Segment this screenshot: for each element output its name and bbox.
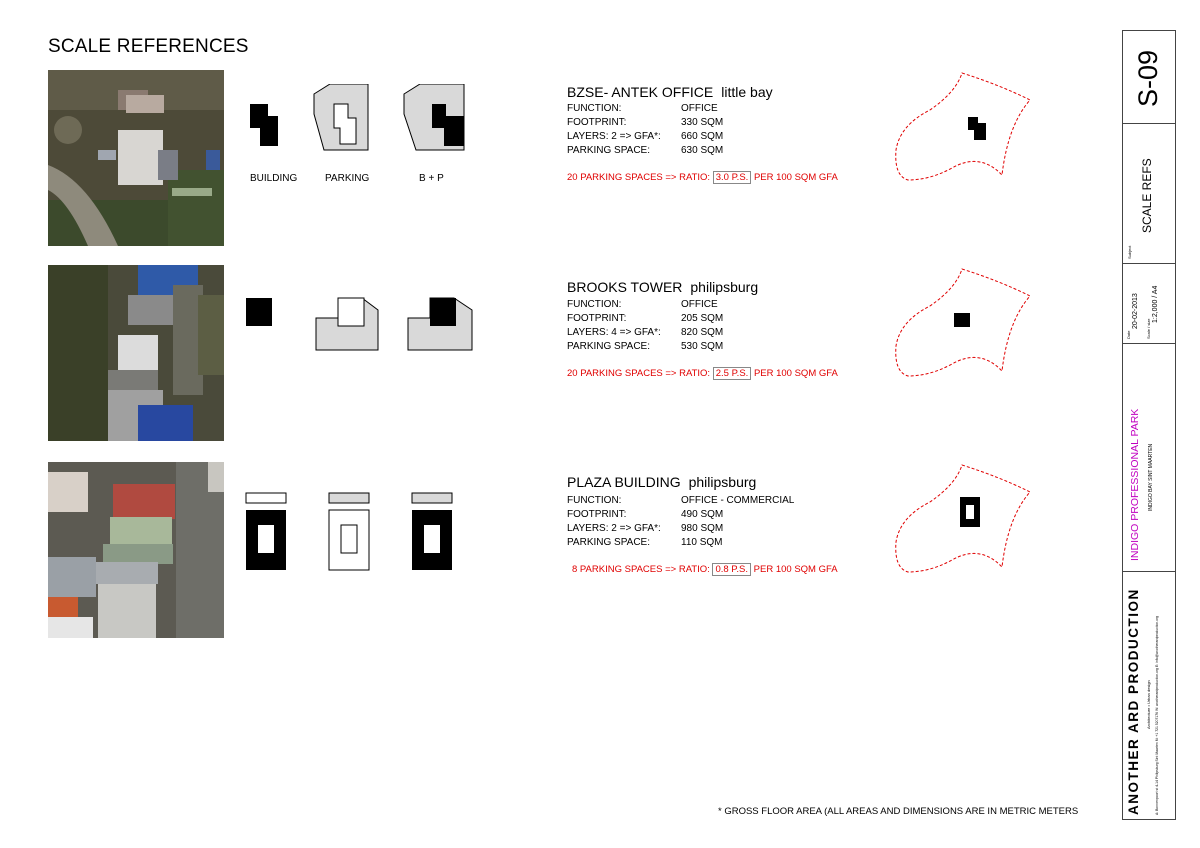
project-name: PLAZA BUILDING <box>567 474 681 490</box>
parking-label: PARKING SPACE: <box>567 537 650 548</box>
ratio-suffix: PER 100 SQM GFA <box>753 368 838 379</box>
gfa-value: 660 SQM <box>681 131 724 142</box>
scale-label: Scale / size <box>1146 318 1151 339</box>
function-value: OFFICE <box>681 299 718 310</box>
legend-parking-label: PARKING <box>325 173 370 184</box>
project-info-table <box>567 298 827 358</box>
layers-label: LAYERS: 2 => GFA*: <box>567 131 661 142</box>
firm-tagline: Architecture • Urban design <box>1146 680 1151 729</box>
parking-value: 630 SQM <box>681 145 724 156</box>
sheet-title: SCALE REFS <box>1140 158 1154 233</box>
firm-cell <box>1123 571 1175 819</box>
diagram-row-plaza <box>240 490 480 572</box>
site-outline-plaza <box>890 462 1040 582</box>
aerial-photo-plaza <box>48 462 224 638</box>
project-info-table <box>567 102 827 162</box>
sheet-title-cell <box>1123 123 1175 264</box>
project-info-table <box>567 494 827 554</box>
ratio-value: 2.5 P.S. <box>713 367 752 380</box>
footprint-label: FOOTPRINT: <box>567 313 627 324</box>
project-name-vertical: INDIGO PROFESSIONAL PARK <box>1129 408 1141 561</box>
function-label: FUNCTION: <box>567 495 622 506</box>
date-label: Date <box>1126 330 1131 339</box>
function-label: FUNCTION: <box>567 299 622 310</box>
page-title: SCALE REFERENCES <box>48 36 249 57</box>
project-location: philipsburg <box>688 474 757 490</box>
diagram-row-antek <box>240 84 480 154</box>
building-location-marker <box>954 313 970 327</box>
parking-value: 110 SQM <box>681 537 723 548</box>
ratio-prefix: 20 PARKING SPACES => RATIO: <box>567 368 711 379</box>
building-footprint-shape <box>246 298 272 326</box>
project-name: BROOKS TOWER <box>567 279 683 295</box>
ratio-suffix: PER 100 SQM GFA <box>753 172 838 183</box>
aerial-photo-antek <box>48 70 224 246</box>
footprint-label: FOOTPRINT: <box>567 509 627 520</box>
site-outline-brooks <box>890 266 1040 386</box>
project-location-vertical: INDIGO BAY SINT MAARTEN <box>1148 443 1154 511</box>
project-location: little bay <box>721 84 773 100</box>
firm-address: A: Bonnenpoort st 4-14 Philipsburg Sint Maarten M: +1 721 5207176 W: anotherardproduction.org E: info@anotherardproduction.org <box>1155 615 1159 815</box>
title-block <box>1122 30 1176 820</box>
function-label: FUNCTION: <box>567 103 622 114</box>
site-outline-antek <box>890 70 1040 190</box>
project-name: BZSE- ANTEK OFFICE <box>567 84 714 100</box>
ratio-suffix: PER 100 SQM GFA <box>753 564 838 575</box>
diagram-row-brooks <box>240 294 480 358</box>
sheet-number-cell <box>1123 31 1175 124</box>
gfa-value: 980 SQM <box>681 523 724 534</box>
sheet-number: S-09 <box>1133 49 1163 107</box>
parking-value: 530 SQM <box>681 341 724 352</box>
parking-ratio <box>567 172 838 183</box>
project-cell <box>1123 343 1175 572</box>
footprint-label: FOOTPRINT: <box>567 117 627 128</box>
project-title <box>567 84 773 100</box>
firm-name: ANOTHER ARD PRODUCTION <box>1126 588 1141 815</box>
parking-ratio <box>567 368 838 379</box>
ratio-value: 0.8 P.S. <box>712 563 751 576</box>
ratio-value: 3.0 P.S. <box>713 171 752 184</box>
parking-ratio <box>572 564 838 575</box>
gfa-value: 820 SQM <box>681 327 724 338</box>
building-location-marker <box>968 117 986 140</box>
legend-b-plus-p-label: B + P <box>419 173 444 184</box>
subject-label: Subject <box>1127 245 1132 259</box>
project-location: philipsburg <box>690 279 759 295</box>
footprint-value: 330 SQM <box>681 117 724 128</box>
date-value: 20-02-2013 <box>1132 293 1139 329</box>
project-title <box>567 474 756 490</box>
parking-label: PARKING SPACE: <box>567 145 650 156</box>
function-value: OFFICE - COMMERCIAL <box>681 495 795 506</box>
building-footprint-shape <box>250 104 278 146</box>
layers-label: LAYERS: 4 => GFA*: <box>567 327 661 338</box>
aerial-photo-brooks <box>48 265 224 441</box>
project-title <box>567 279 758 295</box>
function-value: OFFICE <box>681 103 718 114</box>
legend-building-label: BUILDING <box>250 173 298 184</box>
gfa-footnote: * GROSS FLOOR AREA (ALL AREAS AND DIMENSIONS ARE IN METRIC METERS <box>718 806 1079 817</box>
ratio-prefix: 20 PARKING SPACES => RATIO: <box>567 172 711 183</box>
scale-value: 1:2,000 / A4 <box>1152 285 1159 323</box>
footprint-value: 490 SQM <box>681 509 724 520</box>
parking-label: PARKING SPACE: <box>567 341 650 352</box>
ratio-prefix: 8 PARKING SPACES => RATIO: <box>572 564 710 575</box>
footprint-value: 205 SQM <box>681 313 724 324</box>
layers-label: LAYERS: 2 => GFA*: <box>567 523 661 534</box>
date-scale-cell <box>1123 263 1175 344</box>
